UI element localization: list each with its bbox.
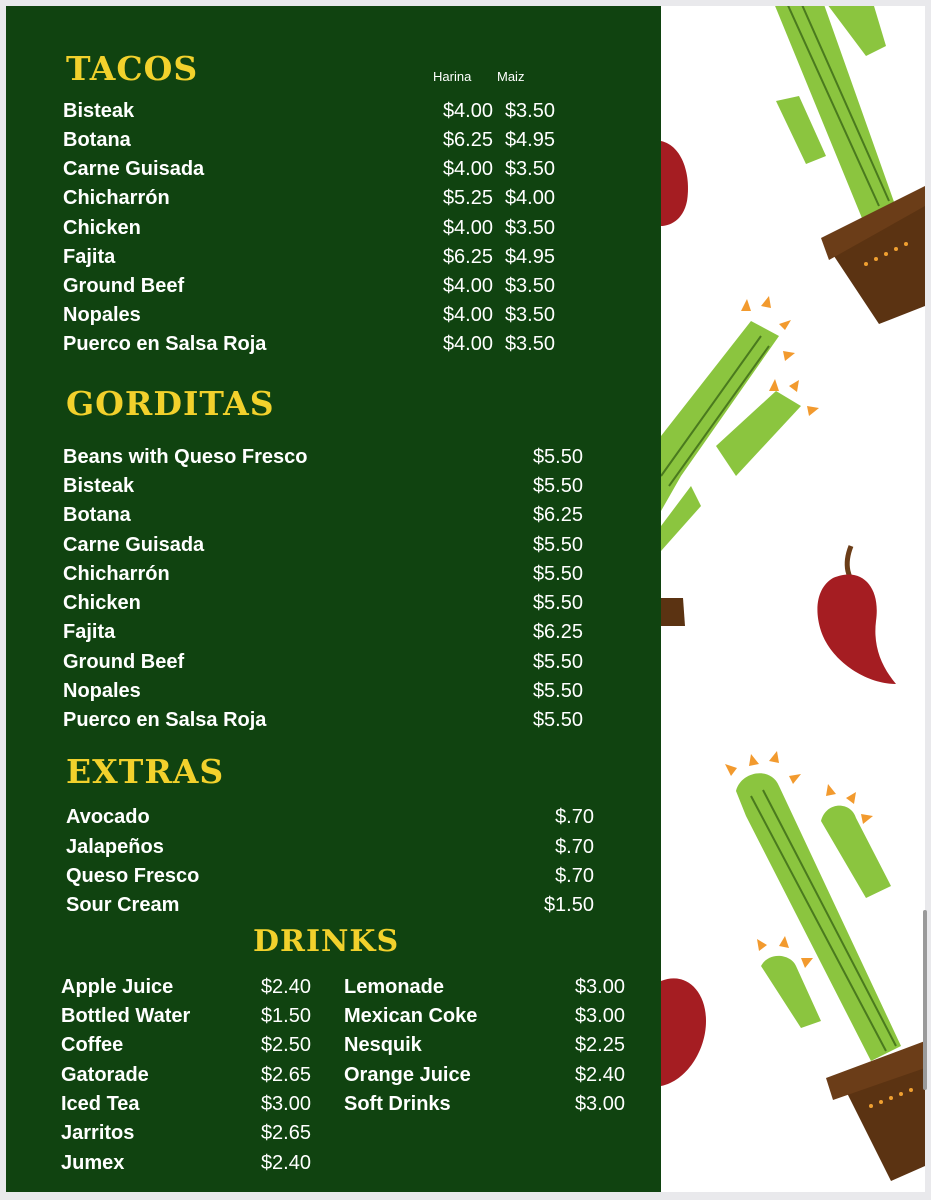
item-price: $.70 <box>555 836 594 858</box>
chili-pepper-icon <box>661 141 688 226</box>
harina-price: $6.25 <box>442 129 493 151</box>
menu-page <box>6 6 925 1192</box>
menu-item <box>63 187 563 216</box>
item-name: Bisteak <box>63 100 135 122</box>
menu-item <box>63 217 563 246</box>
item-name: Soft Drinks <box>344 1093 451 1115</box>
item-name: Jumex <box>61 1152 125 1174</box>
cactus-icon <box>661 296 819 626</box>
harina-price: $6.25 <box>442 246 493 268</box>
menu-item <box>61 1034 311 1063</box>
menu-item <box>61 1064 311 1093</box>
item-name: Lemonade <box>344 976 445 998</box>
menu-item <box>61 1122 311 1151</box>
item-name: Coffee <box>61 1034 124 1056</box>
item-name: Chicken <box>63 217 141 239</box>
menu-item <box>63 680 583 709</box>
item-name: Ground Beef <box>63 651 185 673</box>
harina-price: $4.00 <box>442 217 493 239</box>
menu-item <box>63 129 563 158</box>
menu-item <box>61 976 311 1005</box>
menu-item <box>63 304 563 333</box>
menu-item <box>344 976 625 1005</box>
menu-item <box>61 1093 311 1122</box>
item-name: Gatorade <box>61 1064 149 1086</box>
item-price: $5.50 <box>532 475 583 497</box>
menu-item <box>61 1005 311 1034</box>
item-name: Sour Cream <box>66 894 180 916</box>
item-name: Chicken <box>63 592 141 614</box>
menu-item <box>66 836 594 865</box>
item-name: Mexican Coke <box>344 1005 478 1027</box>
item-price: $5.50 <box>532 563 583 585</box>
cactus-pattern <box>661 6 925 1192</box>
item-price: $3.00 <box>574 1093 625 1115</box>
item-name: Orange Juice <box>344 1064 471 1086</box>
cactus-icon <box>725 751 901 1061</box>
maiz-price: $3.50 <box>504 275 555 297</box>
scrollbar[interactable] <box>923 910 927 1090</box>
item-name: Jalapeños <box>66 836 164 858</box>
maiz-column-label: Maiz <box>497 69 525 84</box>
item-price: $1.50 <box>543 894 594 916</box>
maiz-price: $3.50 <box>504 158 555 180</box>
item-price: $5.50 <box>532 709 583 731</box>
menu-item <box>344 1034 625 1063</box>
item-price: $5.50 <box>532 534 583 556</box>
item-name: Fajita <box>63 621 116 643</box>
item-name: Iced Tea <box>61 1093 140 1115</box>
item-name: Chicharrón <box>63 563 170 585</box>
menu-item <box>61 1152 311 1181</box>
maiz-price: $3.50 <box>504 304 555 326</box>
menu-item <box>63 475 583 504</box>
menu-item <box>63 100 563 129</box>
item-name: Queso Fresco <box>66 865 200 887</box>
item-price: $3.00 <box>574 976 625 998</box>
decorative-art-panel <box>661 6 925 1192</box>
extras-heading: EXTRAS <box>66 752 225 791</box>
menu-item <box>66 894 594 923</box>
harina-price: $4.00 <box>442 158 493 180</box>
item-name: Chicharrón <box>63 187 170 209</box>
maiz-price: $4.00 <box>504 187 555 209</box>
item-price: $2.40 <box>574 1064 625 1086</box>
item-name: Fajita <box>63 246 116 268</box>
item-name: Nesquik <box>344 1034 422 1056</box>
item-price: $1.50 <box>260 1005 311 1027</box>
item-name: Apple Juice <box>61 976 174 998</box>
menu-item <box>63 446 583 475</box>
item-price: $6.25 <box>532 504 583 526</box>
item-name: Avocado <box>66 806 150 828</box>
item-price: $6.25 <box>532 621 583 643</box>
chili-pepper-icon <box>817 546 896 684</box>
menu-item <box>63 563 583 592</box>
item-name: Jarritos <box>61 1122 135 1144</box>
flower-pot-icon <box>826 1041 925 1181</box>
item-price: $5.50 <box>532 651 583 673</box>
harina-price: $4.00 <box>442 333 493 355</box>
item-price: $2.65 <box>260 1122 311 1144</box>
item-price: $2.25 <box>574 1034 625 1056</box>
menu-item <box>344 1005 625 1034</box>
menu-item <box>344 1064 625 1093</box>
cactus-icon <box>771 6 899 228</box>
item-name: Nopales <box>63 680 141 702</box>
menu-item <box>344 1093 625 1122</box>
item-name: Nopales <box>63 304 141 326</box>
item-price: $.70 <box>555 806 594 828</box>
harina-price: $4.00 <box>442 304 493 326</box>
item-name: Bisteak <box>63 475 135 497</box>
maiz-price: $3.50 <box>504 333 555 355</box>
item-price: $3.00 <box>260 1093 311 1115</box>
item-price: $5.50 <box>532 592 583 614</box>
item-price: $2.65 <box>260 1064 311 1086</box>
item-price: $2.40 <box>260 976 311 998</box>
menu-panel <box>6 6 661 1192</box>
menu-item <box>63 246 563 275</box>
item-price: $.70 <box>555 865 594 887</box>
item-name: Botana <box>63 129 131 151</box>
menu-item <box>63 333 563 362</box>
drinks-heading: DRINKS <box>253 924 400 959</box>
maiz-price: $4.95 <box>504 129 555 151</box>
harina-column-label: Harina <box>433 69 472 84</box>
menu-item <box>63 534 583 563</box>
harina-price: $4.00 <box>442 100 493 122</box>
maiz-price: $3.50 <box>504 100 555 122</box>
item-name: Puerco en Salsa Roja <box>63 709 267 731</box>
menu-item <box>66 806 594 835</box>
item-name: Puerco en Salsa Roja <box>63 333 267 355</box>
maiz-price: $3.50 <box>504 217 555 239</box>
tacos-heading: TACOS <box>66 49 199 88</box>
item-price: $3.00 <box>574 1005 625 1027</box>
harina-price: $5.25 <box>442 187 493 209</box>
menu-item <box>63 158 563 187</box>
menu-item <box>66 865 594 894</box>
gorditas-heading: GORDITAS <box>66 384 275 423</box>
item-name: Beans with Queso Fresco <box>63 446 308 468</box>
item-name: Carne Guisada <box>63 158 205 180</box>
harina-price: $4.00 <box>442 275 493 297</box>
item-name: Bottled Water <box>61 1005 191 1027</box>
maiz-price: $4.95 <box>504 246 555 268</box>
item-price: $2.40 <box>260 1152 311 1174</box>
item-price: $5.50 <box>532 446 583 468</box>
menu-item <box>63 621 583 650</box>
item-name: Carne Guisada <box>63 534 205 556</box>
item-name: Botana <box>63 504 131 526</box>
menu-item <box>63 592 583 621</box>
menu-item <box>63 651 583 680</box>
menu-item <box>63 709 583 738</box>
chili-pepper-icon <box>661 978 706 1086</box>
item-price: $2.50 <box>260 1034 311 1056</box>
item-name: Ground Beef <box>63 275 185 297</box>
item-price: $5.50 <box>532 680 583 702</box>
menu-item <box>63 275 563 304</box>
menu-item <box>63 504 583 533</box>
